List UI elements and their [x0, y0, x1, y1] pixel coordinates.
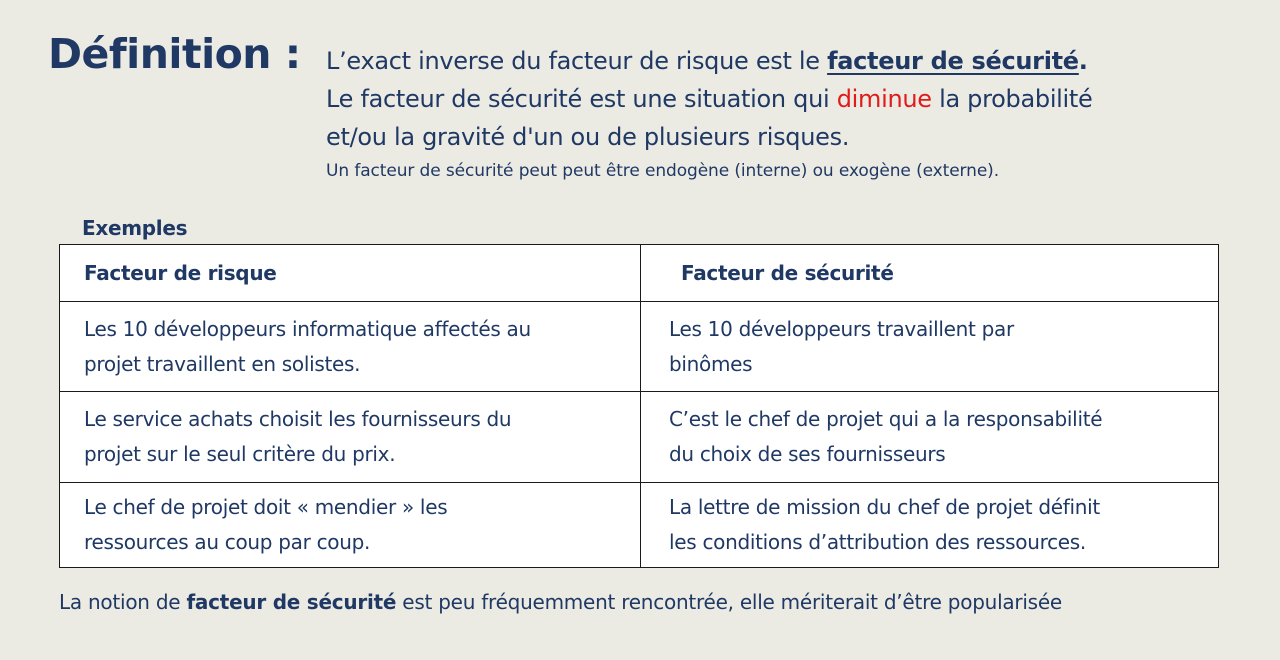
definition-line-2-text: Le facteur de sécurité est une situation qui: [326, 85, 837, 113]
cell-line: Le service achats choisit les fournisseurs du: [84, 407, 512, 432]
table-header-row: [60, 245, 1219, 302]
risk-cell: [60, 392, 641, 482]
cell-line: Le chef de projet doit « mendier » les: [84, 494, 448, 519]
diminue-highlight: diminue: [836, 85, 932, 113]
footer-text-start: La notion de: [59, 590, 187, 614]
definition-body: [326, 42, 1256, 184]
definition-line-3: et/ou la gravité d'un ou de plusieurs risques.: [326, 123, 850, 151]
cell-line: La lettre de mission du chef de projet définit: [669, 494, 1100, 519]
cell-line: C’est le chef de projet qui a la responsabilité: [669, 407, 1103, 432]
definition-note: Un facteur de sécurité peut peut être endogène (interne) ou exogène (externe).: [326, 161, 1000, 181]
footer-text-end: est peu fréquemment rencontrée, elle mériterait d’être popularisée: [396, 590, 1062, 614]
table-row: [60, 392, 1219, 482]
table-row: [60, 302, 1219, 392]
examples-label: Exemples: [82, 216, 188, 240]
definition-line-1: [326, 42, 1256, 80]
cell-line: ressources au coup par coup.: [84, 529, 371, 554]
examples-table: [59, 244, 1219, 568]
cell-line: projet sur le seul critère du prix.: [84, 442, 396, 467]
cell-line: Les 10 développeurs travaillent par: [669, 316, 1014, 341]
definition-line-2: [326, 80, 1256, 118]
risk-cell: [60, 302, 641, 392]
table-row: [60, 482, 1219, 567]
safety-cell: [641, 482, 1219, 567]
header-risk-factor: Facteur de risque: [60, 245, 641, 302]
cell-line: binômes: [669, 351, 753, 376]
definition-line-2-end: la probabilité: [931, 85, 1093, 113]
cell-line: du choix de ses fournisseurs: [669, 442, 946, 467]
safety-cell: [641, 302, 1219, 392]
footer-term: facteur de sécurité: [186, 590, 397, 614]
cell-line: les conditions d’attribution des ressources.: [669, 529, 1086, 554]
cell-line: projet travaillent en solistes.: [84, 351, 361, 376]
risk-cell: [60, 482, 641, 567]
security-factor-term: facteur de sécurité: [827, 47, 1079, 75]
footer-note: [59, 590, 1062, 614]
definition-line-1-period: .: [1078, 47, 1088, 75]
safety-cell: [641, 392, 1219, 482]
cell-line: Les 10 développeurs informatique affectés au: [84, 316, 531, 341]
header-security-factor: Facteur de sécurité: [641, 245, 1219, 302]
definition-title: Définition :: [48, 30, 301, 78]
definition-line-1-text: L’exact inverse du facteur de risque est le: [326, 47, 828, 75]
